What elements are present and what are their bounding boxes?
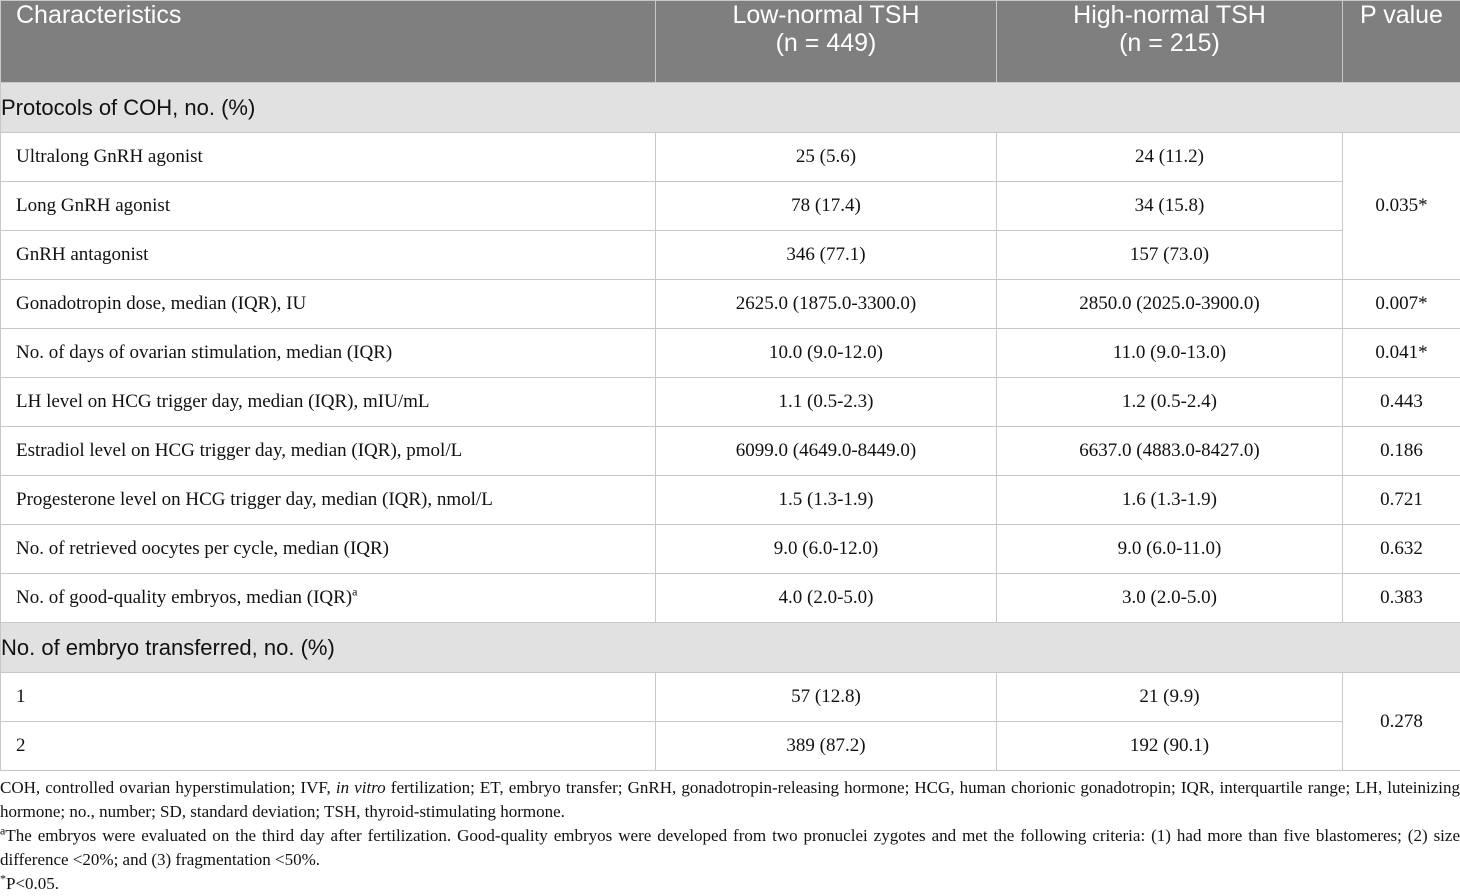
footnote-significance [0,872,1460,896]
cell-low: 10.0 (9.0-12.0) [656,329,997,378]
cell-high: 21 (9.9) [997,673,1343,722]
header-low-normal-tsh [656,1,997,83]
cell-p: 0.721 [1343,476,1460,525]
section-row-embryo-transferred [1,623,1460,673]
section-label-embryo-transferred: No. of embryo transferred, no. (%) [1,623,1460,673]
cell-p-protocols: 0.035* [1343,133,1460,280]
footnote-p-text: P<0.05. [6,874,59,893]
row-label: 1 [1,673,656,722]
table-row [1,427,1460,476]
table-footnotes [0,776,1460,896]
cell-low: 6099.0 (4649.0-8449.0) [656,427,997,476]
section-row-protocols [1,83,1460,133]
table-row [1,280,1460,329]
cell-p: 0.632 [1343,525,1460,574]
header-p-value: P value [1343,1,1460,83]
footnote-a-marker: a [0,823,5,837]
row-label: No. of retrieved oocytes per cycle, median (IQR) [1,525,656,574]
cell-high: 24 (11.2) [997,133,1343,182]
cell-low: 57 (12.8) [656,673,997,722]
footnote-a-text: The embryos were evaluated on the third day after fertilization. Good-quality embryos were developed from two pronuclei zygotes and met the following criteria: (1) had more than five blastomeres; (2) size difference <20%; and (3) fragmentation <50%. [0,826,1460,869]
cell-p-transfer: 0.278 [1343,673,1460,771]
cell-high: 2850.0 (2025.0-3900.0) [997,280,1343,329]
header-row [1,1,1460,83]
abbrev-text-1: COH, controlled ovarian hyperstimulation; IVF, [0,778,336,797]
footnote-star-marker: * [0,871,6,885]
cell-low: 25 (5.6) [656,133,997,182]
table-row [1,182,1460,231]
cell-high: 157 (73.0) [997,231,1343,280]
row-label: No. of good-quality embryos, median (IQR) [16,587,352,608]
cell-high: 192 (90.1) [997,722,1343,771]
row-label: Progesterone level on HCG trigger day, median (IQR), nmol/L [1,476,656,525]
cell-low: 4.0 (2.0-5.0) [656,574,997,623]
header-high-line1: High-normal TSH [1073,1,1266,29]
cell-high: 11.0 (9.0-13.0) [997,329,1343,378]
cell-low: 1.5 (1.3-1.9) [656,476,997,525]
cell-p: 0.383 [1343,574,1460,623]
table-row [1,476,1460,525]
cell-p: 0.041* [1343,329,1460,378]
row-label: GnRH antagonist [1,231,656,280]
cell-high: 9.0 (6.0-11.0) [997,525,1343,574]
table-row [1,378,1460,427]
cell-low: 1.1 (0.5-2.3) [656,378,997,427]
abbrev-italic: in vitro [336,778,386,797]
cell-low: 389 (87.2) [656,722,997,771]
cell-p: 0.443 [1343,378,1460,427]
header-low-line1: Low-normal TSH [732,1,919,29]
abbreviations-note [0,776,1460,824]
cell-low: 78 (17.4) [656,182,997,231]
cell-low: 2625.0 (1875.0-3300.0) [656,280,997,329]
cell-high: 3.0 (2.0-5.0) [997,574,1343,623]
header-characteristics: Characteristics [1,1,656,83]
header-low-line2: (n = 449) [776,29,877,57]
cell-high: 34 (15.8) [997,182,1343,231]
row-label: Gonadotropin dose, median (IQR), IU [1,280,656,329]
cell-low: 9.0 (6.0-12.0) [656,525,997,574]
row-label: LH level on HCG trigger day, median (IQR), mIU/mL [1,378,656,427]
cell-high: 1.6 (1.3-1.9) [997,476,1343,525]
row-label: Estradiol level on HCG trigger day, median (IQR), pmol/L [1,427,656,476]
cell-p: 0.186 [1343,427,1460,476]
cell-low: 346 (77.1) [656,231,997,280]
row-label: Ultralong GnRH agonist [1,133,656,182]
row-label: Long GnRH agonist [1,182,656,231]
abbrev-text-2: fertilization; ET, embryo transfer; GnRH, gonadotropin-releasing hormone; HCG, human chorionic gonadotropin; IQR, interquartile range; LH, luteinizing hormone; no., number; SD, standard deviation; TSH, thyroid-stimulating hormone. [0,778,1460,821]
table-row [1,722,1460,771]
header-high-line2: (n = 215) [1119,29,1220,57]
row-label: No. of days of ovarian stimulation, median (IQR) [1,329,656,378]
section-label-protocols: Protocols of COH, no. (%) [1,83,1460,133]
table-row [1,133,1460,182]
row-label: 2 [1,722,656,771]
table-row [1,673,1460,722]
cell-p: 0.007* [1343,280,1460,329]
table-row [1,525,1460,574]
footnote-a [0,824,1460,872]
table-row [1,574,1460,623]
footnote-marker: a [352,585,357,599]
table-row [1,329,1460,378]
cell-high: 6637.0 (4883.0-8427.0) [997,427,1343,476]
row-label-cell [1,574,656,623]
table-row [1,231,1460,280]
header-high-normal-tsh [997,1,1343,83]
cell-high: 1.2 (0.5-2.4) [997,378,1343,427]
